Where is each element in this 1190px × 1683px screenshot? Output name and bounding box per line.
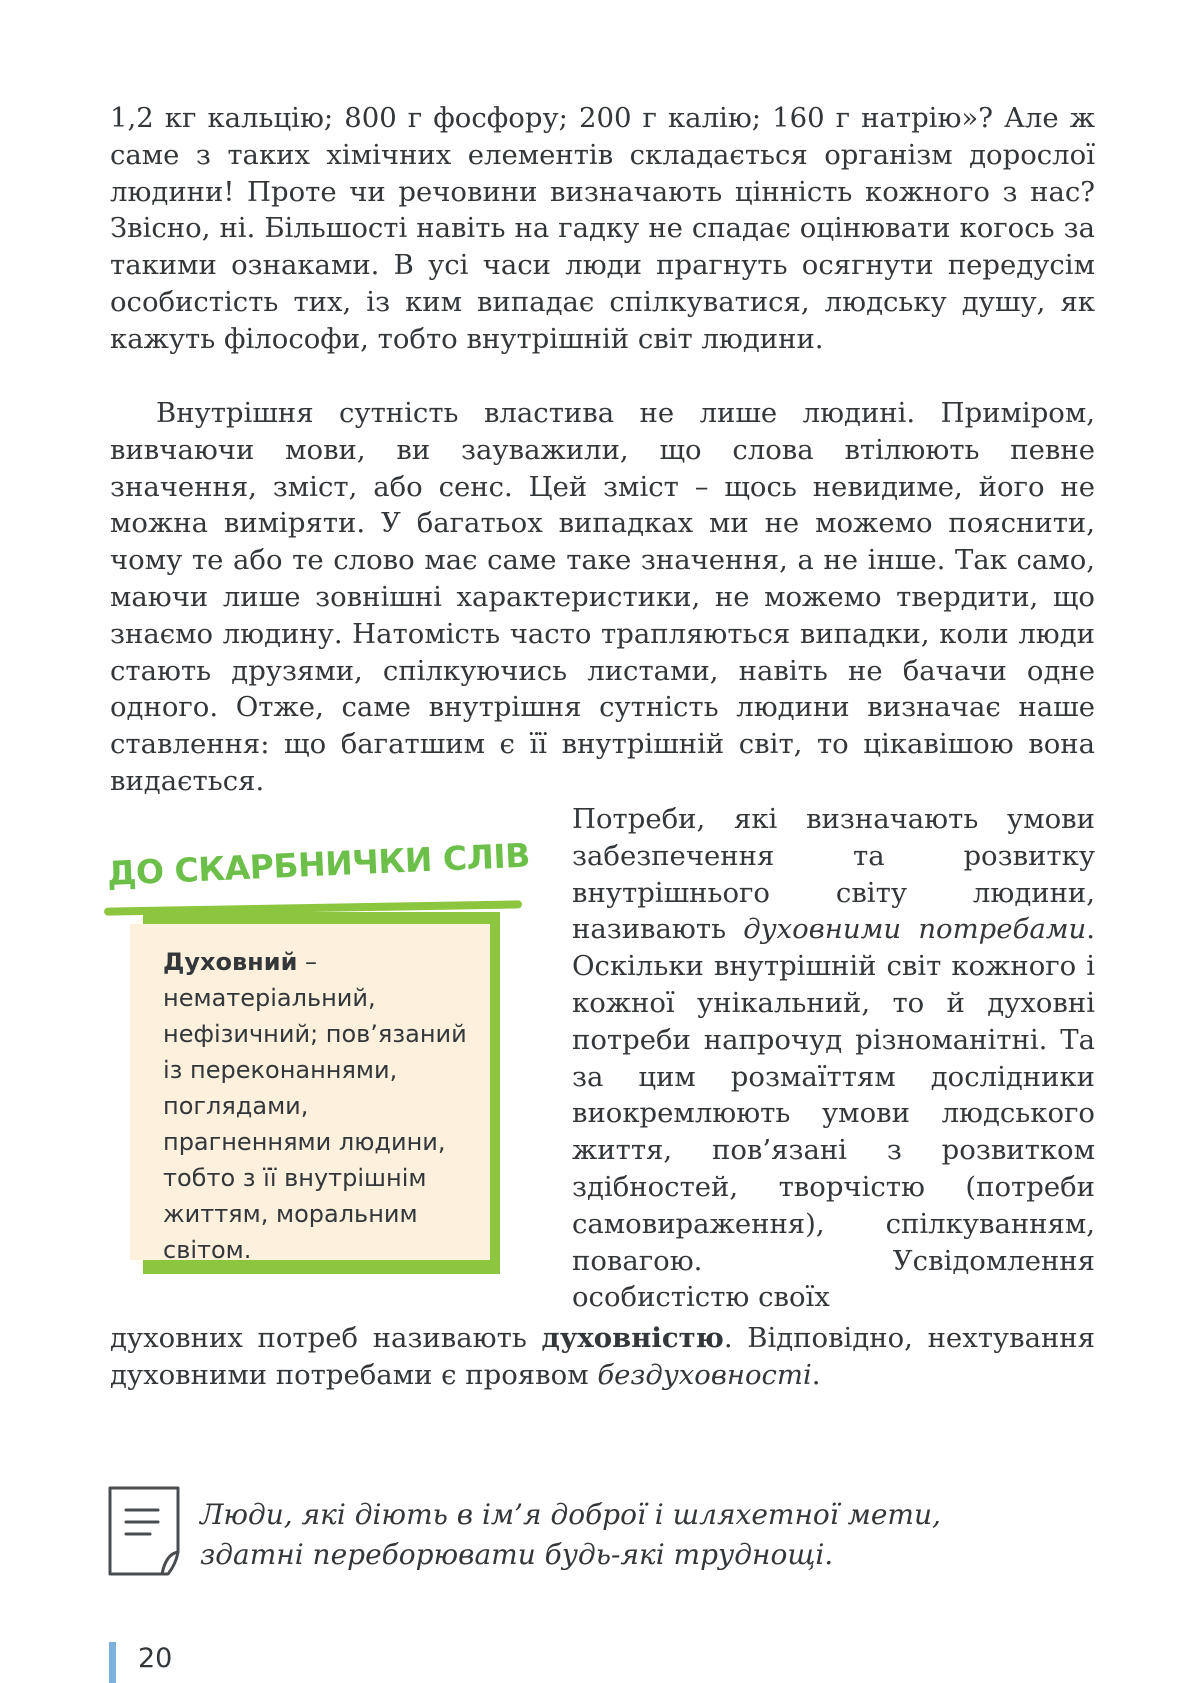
- term-spiritual-needs: духовними потребами: [743, 913, 1087, 946]
- paragraph-3-text-c: духовних потреб називають: [110, 1322, 542, 1354]
- vocab-definition-text: – нематеріальний, нефізичний; пов’язаний із переконаннями, поглядами, прагненнями людини, тобто з її внутрішнім життям, моральним світом.: [163, 948, 467, 1264]
- term-spirituality: духовністю: [541, 1322, 724, 1354]
- quote-line-2: здатні переборювати будь-які труднощі.: [200, 1538, 834, 1571]
- vocab-definition: [163, 944, 483, 1268]
- page-number: 20: [138, 1643, 173, 1674]
- quote-line-1: Люди, які діють в ім’я доброї і шляхетної мети,: [200, 1498, 941, 1531]
- paragraph-3-text-a: Потреби, які визначають умови забезпечення та розвитку внутрішнього світу людини, називають: [572, 803, 1095, 946]
- paragraph-3-text-d: . Відповідно, нехтування духовними потребами є проявом: [110, 1322, 1095, 1391]
- paragraph-1: 1,2 кг кальцію; 800 г фосфору; 200 г калію; 160 г натрію»? Але ж саме з таких хімічних елементів складається організм дорослої людини! Проте чи речовини визначають цінність кожного з нас? Звісно, ні. Більшості навіть на гадку не спадає оцінювати когось за такими ознаками. В усі часи люди прагнуть осягнути передусім особистість тих, із ким випадає спілкуватися, людську душу, як кажуть філософи, тобто внутрішній світ людини.: [110, 102, 1095, 355]
- paragraph-3-right-column: [572, 801, 1095, 1316]
- quote: [200, 1495, 1080, 1575]
- page-number-marker: [109, 1642, 116, 1683]
- vocab-term: Духовний: [163, 948, 298, 976]
- term-lack-of-spirituality: бездуховності: [597, 1358, 812, 1391]
- vocab-heading: ДО СКАРБНИЧКИ СЛІВ: [106, 835, 531, 893]
- paragraph-3-text-b: . Оскільки внутрішній світ кожного і кожної унікальний, то й духовні потреби напрочуд різноманітні. Та за цим розмаїттям дослідники виокремлюють умови людського життя, пов’язані з розвитком здібностей, творчістю (потреби самовираження), спілкуванням, повагою. Усвідомлення особистістю своїх: [572, 913, 1095, 1314]
- paragraph-2: Внутрішня сутність властива не лише людині. Приміром, вивчаючи мови, ви зауважили, що слова втілюють певне значення, зміст, або сенс. Цей зміст – щось невидиме, його не можна виміряти. У багатьох випадках ми не можемо пояснити, чому те або те слово має саме таке значення, а не інше. Так само, маючи лише зовнішні характеристики, не можемо твердити, що знаємо людину. Натомість часто трапляються випадки, коли люди стають друзями, спілкуючись листами, навіть не бачачи одне одного. Отже, саме внутрішня сутність людини визначає наше ставлення: що багатшим є її внутрішній світ, то цікавішою вона видається.: [110, 397, 1095, 797]
- note-icon: [106, 1484, 182, 1580]
- paragraph-3-text-e: .: [811, 1358, 821, 1391]
- paragraph-3-tail: [110, 1320, 1095, 1394]
